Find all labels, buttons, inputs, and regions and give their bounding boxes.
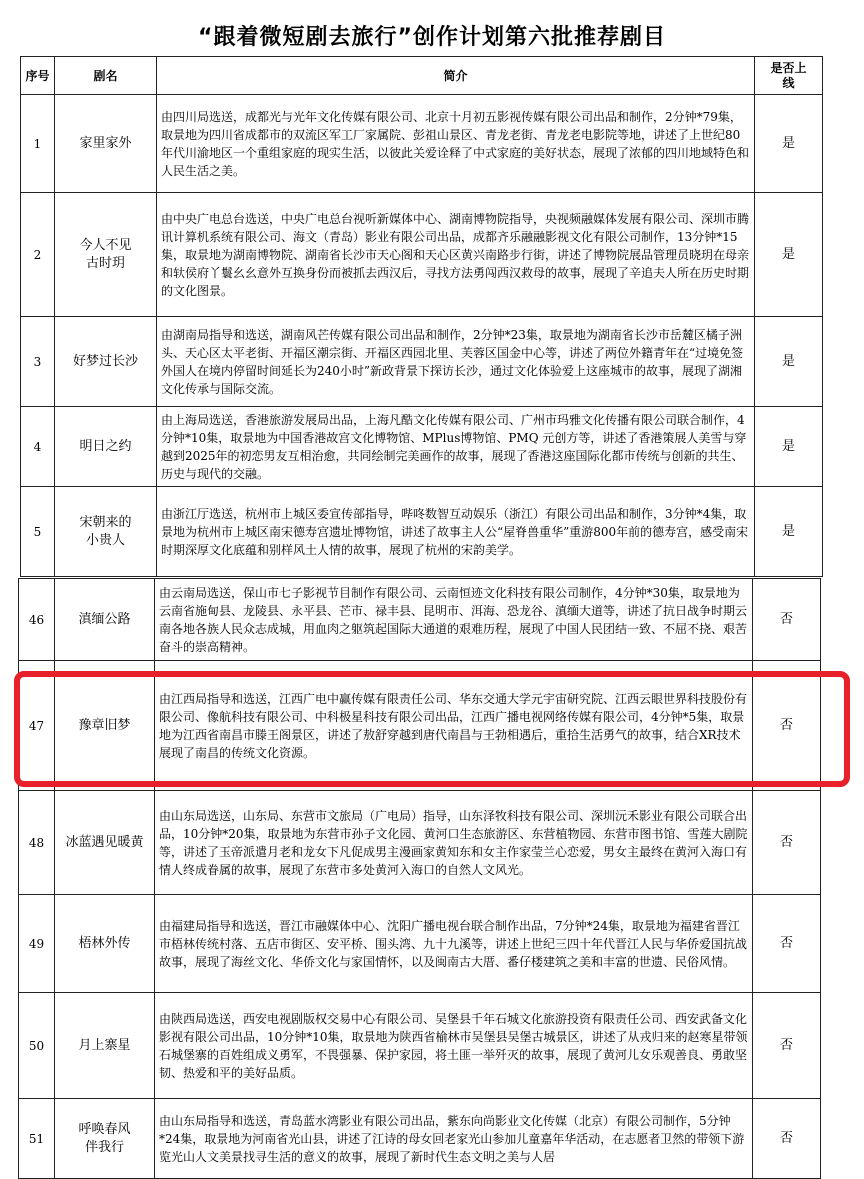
row-online: 否	[753, 661, 821, 791]
row-no: 48	[19, 791, 55, 895]
row-desc: 由上海局选送，香港旅游发展局出品，上海凡酷文化传媒有限公司、广州市玛雅文化传播有限公司联合制作，4分钟*10集，取景地为中国香港故宫文化博物馆、MPlus博物馆、PMQ 元创方等，讲述了香港策展人美雪与穿越到2025年的初恋男友互相治愈，共同绘制完美画作的故事，展现了香港这座国际化都市传统与创新的共生、历史与现代的交融。	[157, 407, 755, 487]
row-desc: 由山东局指导和选送，青岛蓝水湾影业有限公司出品，紫东向尚影业文化传媒（北京）有限公司制作，5分钟*24集，取景地为河南省光山县，讲述了江诗的母女回老家光山参加儿童嘉年华活动，在志愿者卫然的带领下游览光山人文美景找寻生活的意义的故事，展现了新时代生态文明之美与人居	[155, 1099, 753, 1179]
row-desc: 由福建局指导和选送，晋江市融媒体中心、沈阳广播电视台联合制作出品，7分钟*24集，取景地为福建省晋江市梧林传统村落、五店市街区、安平桥、围头湾、九十九溪等，讲述上世纪三四十年代晋江人民与华侨爱国抗战故事，展现了海丝文化、华侨文化与家国情怀，以及闽南古大厝、番仔楼建筑之美和丰富的世遗、民俗风情。	[155, 895, 753, 993]
table-row	[21, 487, 823, 577]
row-name: 月上寨星	[55, 993, 155, 1099]
row-desc: 由四川局选送，成都光与光年文化传媒有限公司、北京十月初五影视传媒有限公司出品和制作，2分钟*79集，取景地为四川省成都市的双流区军工厂家属院、彭祖山景区、青龙老街、青龙老电影院等地，讲述了上世纪80年代川渝地区一个重组家庭的现实生活，以彼此关爱诠释了中式家庭的美好状态，展现了浓郁的四川地域特色和人民生活之美。	[157, 95, 755, 193]
table-row	[19, 791, 821, 895]
row-no: 51	[19, 1099, 55, 1179]
header-no: 序号	[21, 57, 55, 95]
header-desc: 简介	[157, 57, 755, 95]
row-desc: 由江西局指导和选送，江西广电中赢传媒有限责任公司、华东交通大学元宇宙研究院、江西云眼世界科技股份有限公司、像航科技有限公司、中科极星科技有限公司出品，江西广播电视网络传媒有限公司，4分钟*5集，取景地为江西省南昌市滕王阁景区，讲述了敖舒穿越到唐代南昌与王勃相遇后，重拾生活勇气的故事，结合XR技术展现了南昌的传统文化资源。	[155, 661, 753, 791]
row-name: 梧林外传	[55, 895, 155, 993]
table-header-row	[21, 57, 823, 95]
row-no: 4	[21, 407, 55, 487]
row-online: 是	[755, 95, 823, 193]
row-online: 否	[753, 1099, 821, 1179]
header-online: 是否上线	[755, 57, 823, 95]
row-online: 是	[755, 487, 823, 577]
row-name: 豫章旧梦	[55, 661, 155, 791]
table-row	[21, 193, 823, 317]
highlight-box	[14, 671, 850, 787]
row-desc: 由中央广电总台选送，中央广电总台视听新媒体中心、湖南博物院指导，央视频融媒体发展有限公司、深圳市腾讯计算机系统有限公司、海文（青岛）影业有限公司出品，成都齐乐融融影视文化有限公司制作，13分钟*15集，取景地为湖南博物院、湖南省长沙市天心阁和天心区黄兴南路步行街，讲述了博物院展品管理员晓玥在母亲和轪侯府丫鬟幺幺意外互换身份而被抓去西汉后，寻找方法勇闯西汉救母的故事，展现了辛追夫人所在历史时期的文化图景。	[157, 193, 755, 317]
recommendation-table-continued	[18, 578, 821, 1179]
row-desc: 由湖南局指导和选送，湖南风芒传媒有限公司出品和制作，2分钟*23集，取景地为湖南省长沙市岳麓区橘子洲头、天心区太平老街、开福区潮宗街、开福区西园北里、芙蓉区国金中心等，讲述了两位外籍青年在“过境免签外国人在境内停留时间延长为240小时”新政背景下探访长沙，通过文化体验爱上这座城市的故事，展现了湖湘文化传承与国际交流。	[157, 317, 755, 407]
row-online: 是	[755, 317, 823, 407]
table-row	[21, 317, 823, 407]
table-row	[19, 895, 821, 993]
row-no: 1	[21, 95, 55, 193]
table-row	[21, 407, 823, 487]
row-online: 否	[753, 791, 821, 895]
row-online: 否	[753, 895, 821, 993]
table-row	[21, 95, 823, 193]
row-name: 呼唤春风伴我行	[55, 1099, 155, 1179]
row-online: 是	[755, 407, 823, 487]
row-online: 否	[753, 993, 821, 1099]
row-no: 47	[19, 661, 55, 791]
row-desc: 由陕西局选送，西安电视剧版权交易中心有限公司、吴堡县千年石城文化旅游投资有限责任公司、西安武备文化影视有限公司出品，10分钟*10集，取景地为陕西省榆林市吴堡县吴堡古城景区，讲述了从戎归来的赵寒星带领石城堡寨的百姓组成义勇军，不畏强暴、保护家园，将土匪一举歼灭的故事，展现了黄河儿女乐观善良、勇敢坚韧、热爱和平的美好品质。	[155, 993, 753, 1099]
header-name: 剧名	[55, 57, 157, 95]
row-name: 滇缅公路	[55, 579, 155, 661]
row-name: 明日之约	[55, 407, 157, 487]
row-name: 家里家外	[55, 95, 157, 193]
row-online: 否	[753, 579, 821, 661]
row-name: 好梦过长沙	[55, 317, 157, 407]
row-desc: 由浙江厅选送，杭州市上城区委宣传部指导，哔咚数智互动娱乐（浙江）有限公司出品和制作，3分钟*4集，取景地为杭州市上城区南宋德寿宫遗址博物馆，讲述了故事主人公“屋脊兽重华”重游800年前的德寿宫，感受南宋时期深厚文化底蕴和别样风土人情的故事，展现了杭州的宋韵美学。	[157, 487, 755, 577]
row-no: 2	[21, 193, 55, 317]
row-no: 3	[21, 317, 55, 407]
row-online: 是	[755, 193, 823, 317]
recommendation-table	[20, 56, 823, 577]
table-row	[19, 993, 821, 1099]
row-no: 50	[19, 993, 55, 1099]
row-name: 今人不见古时玥	[55, 193, 157, 317]
row-name: 宋朝来的小贵人	[55, 487, 157, 577]
row-desc: 由山东局选送，山东局、东营市文旅局（广电局）指导，山东泽牧科技有限公司、深圳沅禾影业有限公司联合出品，10分钟*20集，取景地为东营市孙子文化园、黄河口生态旅游区、东营植物园、东营市图书馆、雪莲大剧院等，讲述了玉帝派遣月老和龙女下凡促成男主漫画家黄知东和女主作家莹兰心恋爱，男女主最终在黄河入海口有情人终成眷属的故事，展现了东营市多处黄河入海口的自然人文风光。	[155, 791, 753, 895]
row-name: 冰蓝遇见暖黄	[55, 791, 155, 895]
row-desc: 由云南局选送，保山市七子影视节目制作有限公司、云南恒迹文化科技有限公司制作，4分钟*30集，取景地为云南省施甸县、龙陵县、永平县、芒市、禄丰县、昆明市、洱海、恐龙谷、滇缅大道等，讲述了抗日战争时期云南各地各族人民众志成城，用血肉之躯筑起国际大通道的艰难历程，展现了中国人民团结一致、不屈不挠、艰苦奋斗的崇高精神。	[155, 579, 753, 661]
table-row	[19, 579, 821, 661]
row-no: 46	[19, 579, 55, 661]
table-row	[19, 1099, 821, 1179]
row-no: 5	[21, 487, 55, 577]
row-no: 49	[19, 895, 55, 993]
page-title: “跟着微短剧去旅行”创作计划第六批推荐剧目	[198, 25, 666, 50]
